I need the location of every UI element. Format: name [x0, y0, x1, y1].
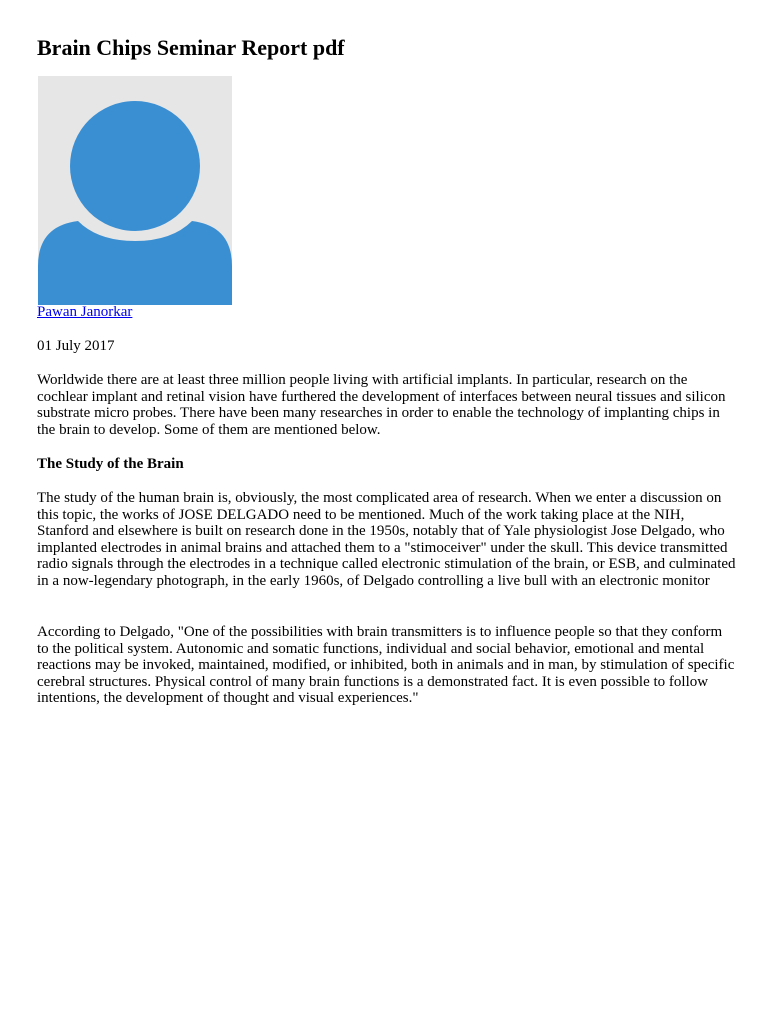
publish-date: 01 July 2017 [37, 338, 115, 354]
section-heading: The Study of the Brain [37, 456, 184, 472]
user-avatar-icon [38, 76, 232, 305]
author-link[interactable]: Pawan Janorkar [37, 304, 133, 320]
author-avatar [38, 76, 232, 305]
paragraph-delgado-quote: According to Delgado, "One of the possibilities with brain transmitters is to influence people so that they conform to the political system. Autonomic and somatic functions, individual and social behavior, emotional and mental reactions may be invoked, maintained, modified, or inhibited, both in animals and in man, by stimulation of specific cerebral structures. Physical control of many brain functions is a demonstrated fact. It is even possible to follow intentions, the development of thought and visual experiences." [37, 624, 735, 707]
page-title: Brain Chips Seminar Report pdf [37, 35, 345, 60]
paragraph-intro: Worldwide there are at least three million people living with artificial implants. In particular, research on the cochlear implant and retinal vision have furthered the development of interfaces between neural tissues and silicon substrate micro probes. There have been many researches in order to enable the technology of implanting chips in the brain to develop. Some of them are mentioned below. [37, 372, 726, 438]
paragraph-study: The study of the human brain is, obviously, the most complicated area of research. When we enter a discussion on this topic, the works of JOSE DELGADO need to be mentioned. Much of the work taking place at the NIH, Stanford and elsewhere is built on research done in the 1950s, notably that of Yale physiologist Jose Delgado, who implanted electrodes in animal brains and attached them to a "stimoceiver" under the skull. This device transmitted radio signals through the electrodes in a technique called electronic stimulation of the brain, or ESB, and culminated in a now-legendary photograph, in the early 1960s, of Delgado controlling a live bull with an electronic monitor [37, 490, 736, 589]
